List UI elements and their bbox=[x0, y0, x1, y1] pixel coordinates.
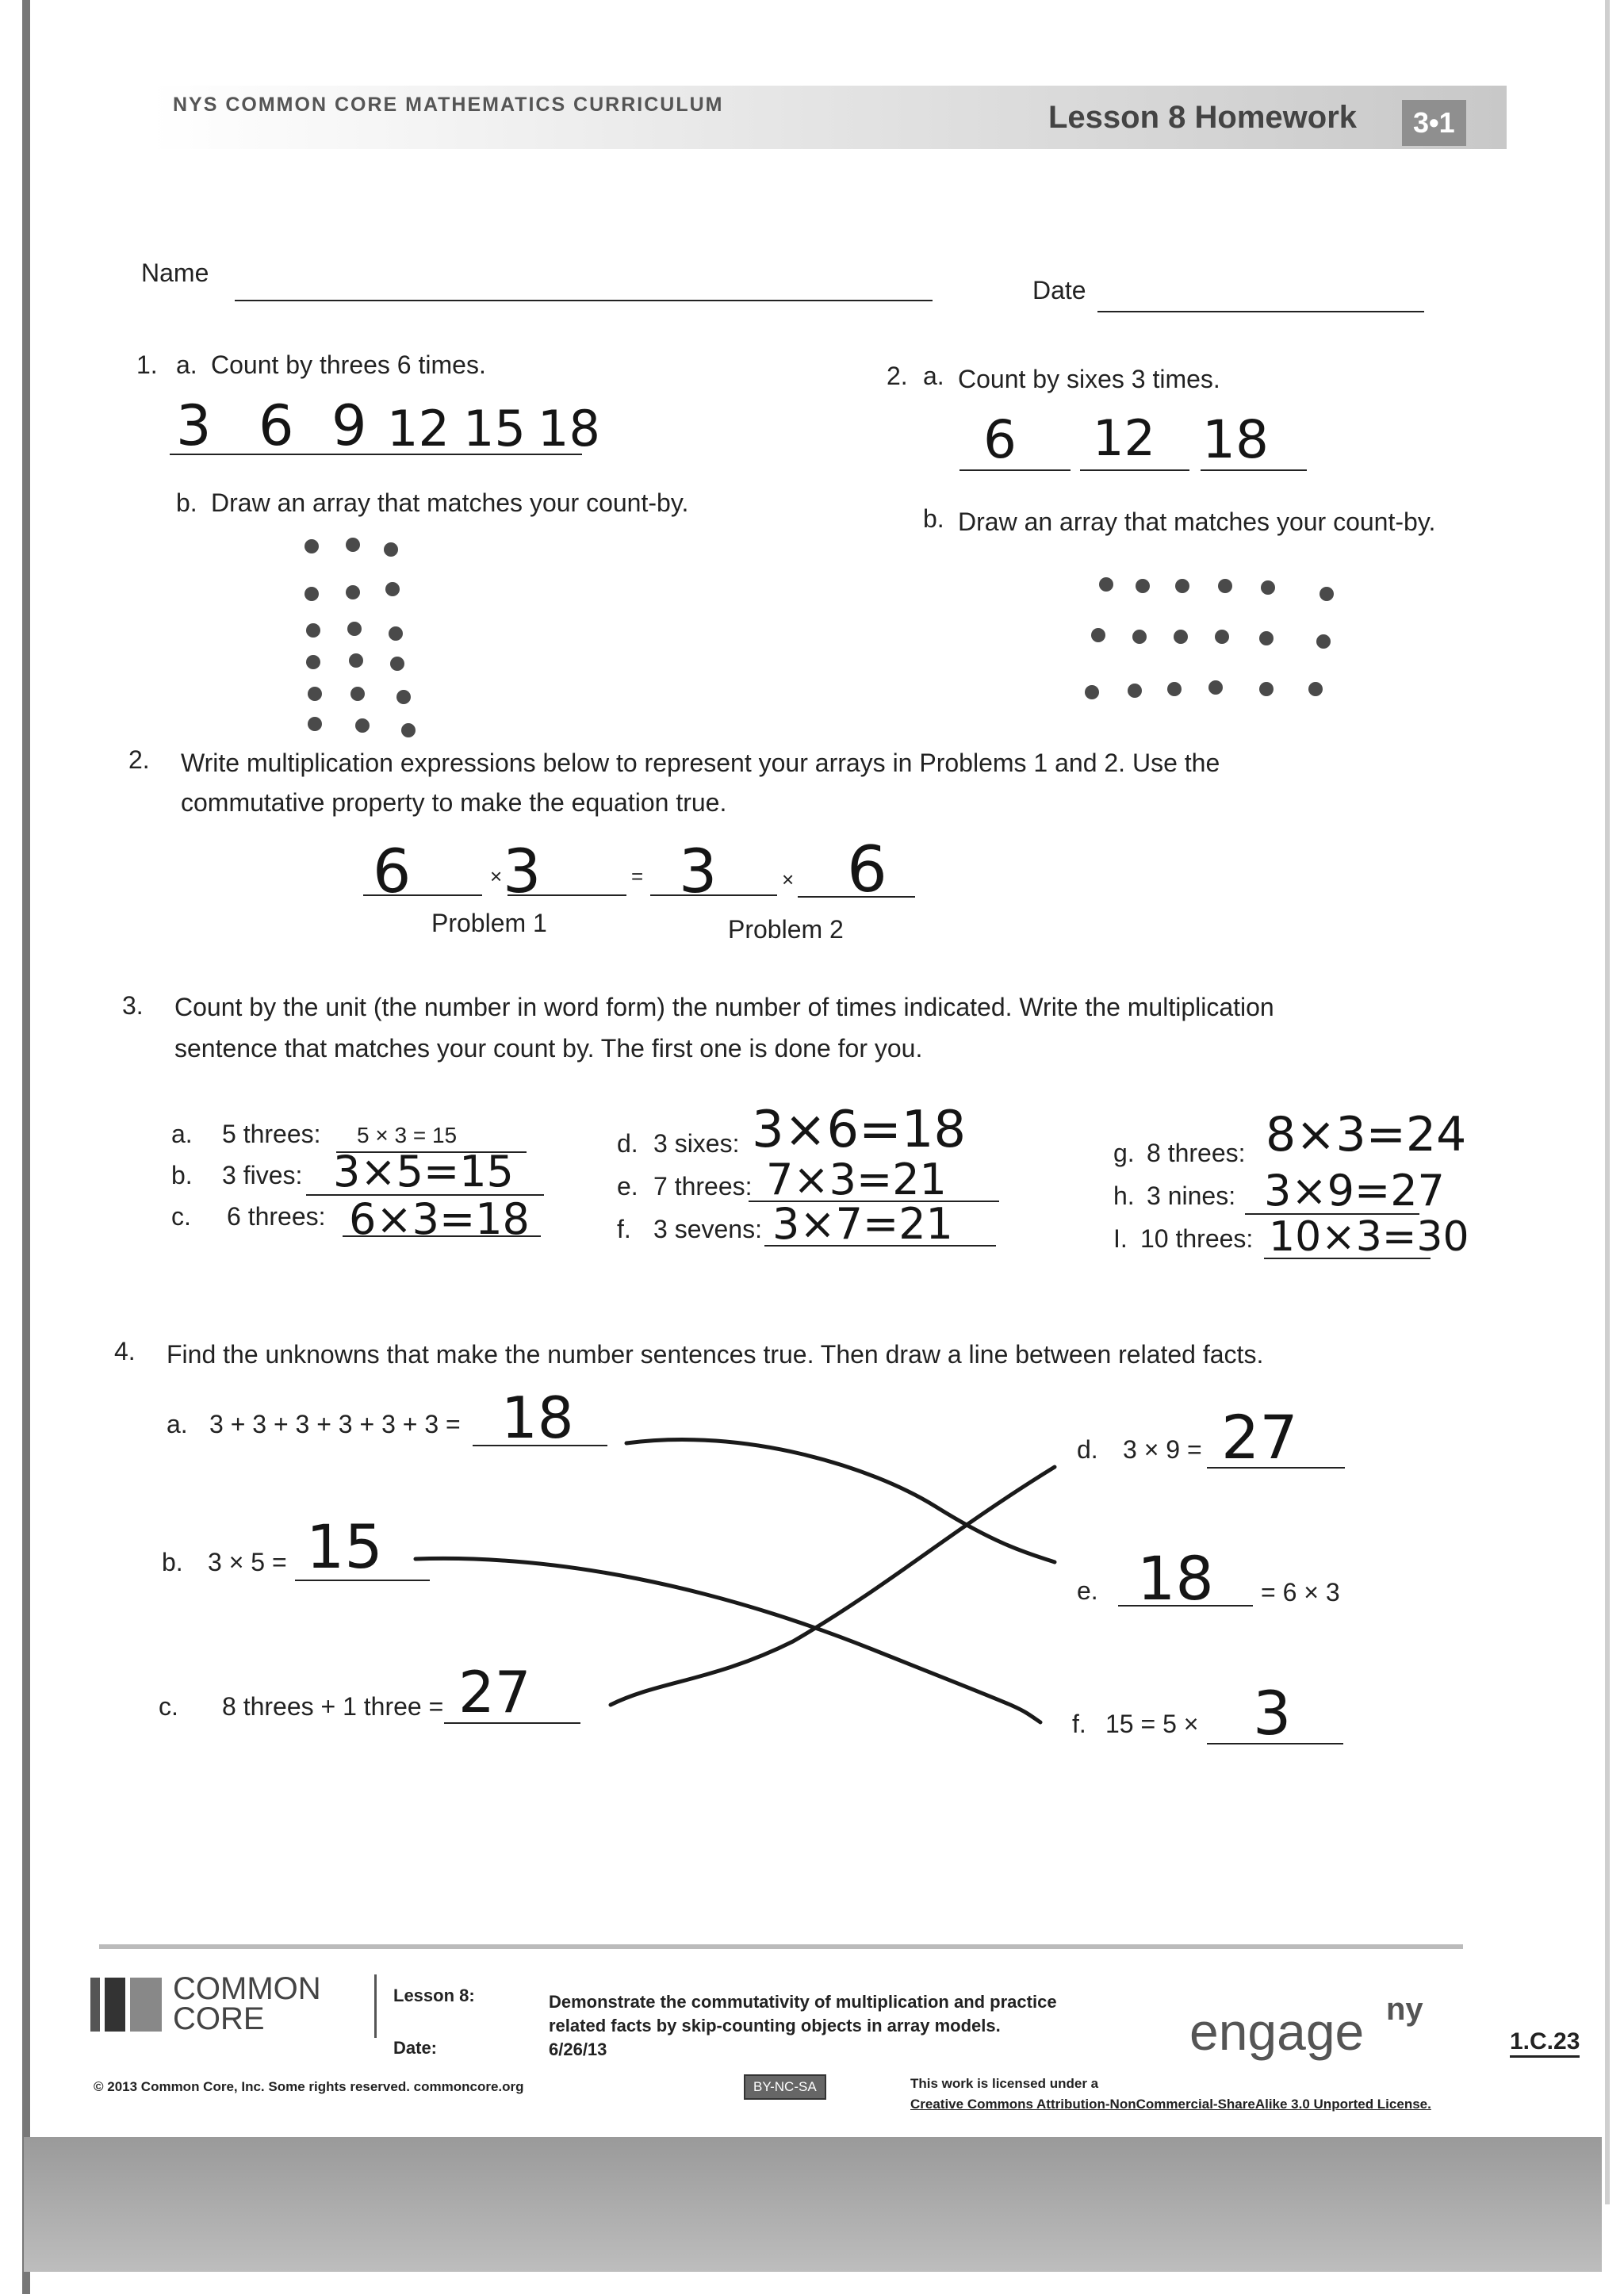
problem-1-number: 1. bbox=[136, 350, 158, 379]
curriculum-title: NYS COMMON CORE MATHEMATICS CURRICULUM bbox=[173, 94, 724, 116]
item-h-label: h. bbox=[1113, 1181, 1135, 1210]
problem-5-number: 4. bbox=[114, 1337, 136, 1365]
item-5e-text: = 6 × 3 bbox=[1261, 1578, 1340, 1607]
item-5d-answer: 27 bbox=[1221, 1402, 1298, 1473]
item-i-answer: 10×3=30 bbox=[1269, 1213, 1469, 1261]
problem-1-caption: Problem 1 bbox=[431, 909, 547, 937]
answer-1a-3: 12 bbox=[387, 400, 450, 458]
answer-1a-5: 18 bbox=[538, 400, 600, 458]
problem-2-caption: Problem 2 bbox=[728, 915, 844, 944]
footer-rule bbox=[99, 1944, 1463, 1949]
item-e-answer: 7×3=21 bbox=[766, 1155, 947, 1204]
item-d-text: 3 sixes: bbox=[653, 1129, 740, 1158]
times-sign-1: × bbox=[490, 864, 503, 888]
problem-2a-text: Count by sixes 3 times. bbox=[958, 365, 1220, 393]
expr-2-factor-1: 3 bbox=[679, 836, 718, 906]
item-5c-answer: 27 bbox=[458, 1659, 531, 1725]
expr-1-factor-2: 3 bbox=[503, 836, 542, 906]
item-5d-text: 3 × 9 = bbox=[1123, 1435, 1202, 1464]
item-e-text: 7 threes: bbox=[653, 1172, 753, 1201]
times-sign-2: × bbox=[782, 867, 795, 891]
footer-copyright: © 2013 Common Core, Inc. Some rights reserved. commoncore.org bbox=[94, 2079, 524, 2094]
answer-1a-1: 6 bbox=[259, 393, 294, 458]
problem-3-line1: Write multiplication expressions below to represent your arrays in Problems 1 and 2. Use the bbox=[181, 749, 1220, 777]
logo-core: CORE bbox=[173, 2001, 265, 2036]
item-b-label: b. bbox=[171, 1161, 193, 1189]
problem-3-line2: commutative property to make the equation true. bbox=[181, 788, 727, 817]
item-d-answer: 3×6=18 bbox=[752, 1101, 967, 1159]
footer-desc-line1: Demonstrate the commutativity of multiplication and practice bbox=[549, 1992, 1057, 2012]
answer-1a-4: 15 bbox=[463, 400, 526, 458]
module-badge: 3•1 bbox=[1402, 100, 1466, 146]
line-b-to-f bbox=[416, 1558, 1040, 1722]
answer-2a-0: 6 bbox=[983, 409, 1017, 470]
footer-lesson-label: Lesson 8: bbox=[393, 1986, 475, 2005]
item-5b-text: 3 × 5 = bbox=[208, 1548, 287, 1576]
problem-1b-text: Draw an array that matches your count-by. bbox=[211, 488, 689, 517]
expr-1-factor-1: 6 bbox=[373, 836, 412, 906]
engageny-logo-ny: ny bbox=[1386, 1992, 1423, 2027]
item-f-label: f. bbox=[617, 1215, 631, 1243]
problem-2b-label: b. bbox=[923, 504, 944, 533]
item-g-answer: 8×3=24 bbox=[1266, 1107, 1467, 1162]
item-5f-label: f. bbox=[1072, 1710, 1086, 1738]
answer-1a-2: 9 bbox=[331, 393, 367, 458]
name-label: Name bbox=[141, 259, 209, 287]
item-h-text: 3 nines: bbox=[1147, 1181, 1236, 1210]
footer-date: 6/26/13 bbox=[549, 2039, 607, 2059]
common-core-logo-bar bbox=[90, 1978, 100, 2032]
problem-4-line1: Count by the unit (the number in word form) the number of times indicated. Write the multiplication bbox=[174, 993, 1274, 1021]
problem-2a-label: a. bbox=[923, 362, 944, 390]
item-c-answer: 6×3=18 bbox=[349, 1194, 530, 1244]
item-c-label: c. bbox=[171, 1202, 191, 1231]
date-label: Date bbox=[1032, 276, 1086, 304]
problem-1a-text: Count by threes 6 times. bbox=[211, 350, 486, 379]
problem-4-line2: sentence that matches your count by. The first one is done for you. bbox=[174, 1034, 923, 1063]
item-5d-label: d. bbox=[1077, 1435, 1098, 1464]
item-c-text: 6 threes: bbox=[227, 1202, 326, 1231]
item-g-text: 8 threes: bbox=[1147, 1139, 1246, 1167]
lesson-title: Lesson 8 Homework bbox=[1048, 100, 1358, 135]
item-i-label: I. bbox=[1113, 1224, 1128, 1253]
item-5f-text: 15 = 5 × bbox=[1105, 1710, 1199, 1738]
answer-1a-0: 3 bbox=[176, 393, 212, 458]
cc-license-badge: BY-NC-SA bbox=[744, 2074, 826, 2100]
item-5a-answer: 18 bbox=[501, 1384, 574, 1451]
item-d-label: d. bbox=[617, 1129, 638, 1158]
problem-1a-label: a. bbox=[176, 350, 197, 379]
problem-3-number: 2. bbox=[128, 745, 150, 774]
item-g-label: g. bbox=[1113, 1139, 1135, 1167]
item-b-text: 3 fives: bbox=[222, 1161, 303, 1189]
answer-2a-2: 18 bbox=[1202, 409, 1269, 470]
problem-2-number: 2. bbox=[887, 362, 908, 390]
problem-1b-label: b. bbox=[176, 488, 197, 517]
footer-desc-line2: related facts by skip-counting objects in array models. bbox=[549, 2016, 1001, 2035]
logo-common: COMMON bbox=[173, 1971, 321, 2006]
item-i-text: 10 threes: bbox=[1140, 1224, 1254, 1253]
item-5a-label: a. bbox=[167, 1410, 188, 1438]
item-b-answer: 3×5=15 bbox=[333, 1147, 514, 1197]
item-f-text: 3 sevens: bbox=[653, 1215, 762, 1243]
item-5b-answer: 15 bbox=[306, 1511, 383, 1582]
item-e-label: e. bbox=[617, 1172, 638, 1201]
item-f-answer: 3×7=21 bbox=[772, 1199, 953, 1249]
answer-2a-1: 12 bbox=[1093, 409, 1155, 467]
problem-4-number: 3. bbox=[122, 991, 144, 1020]
problem-2b-text: Draw an array that matches your count-by. bbox=[958, 507, 1436, 536]
item-5b-label: b. bbox=[162, 1548, 183, 1576]
item-a-label: a. bbox=[171, 1120, 193, 1148]
common-core-logo-bar bbox=[105, 1978, 125, 2032]
problem-5-instruction: Find the unknowns that make the number sentences true. Then draw a line between related facts. bbox=[167, 1340, 1264, 1369]
footer-divider bbox=[374, 1974, 377, 2038]
engageny-logo: engage bbox=[1189, 2002, 1365, 2061]
common-core-logo-bar bbox=[130, 1978, 162, 2032]
footer-license-line2: Creative Commons Attribution-NonCommercial-ShareAlike 3.0 Unported License. bbox=[910, 2097, 1431, 2112]
footer-license-line1: This work is licensed under a bbox=[910, 2076, 1099, 2091]
item-a-answer: 5 × 3 = 15 bbox=[357, 1123, 458, 1147]
item-5f-answer: 3 bbox=[1253, 1678, 1292, 1748]
item-a-text: 5 threes: bbox=[222, 1120, 321, 1148]
page-code: 1.C.23 bbox=[1510, 2028, 1580, 2058]
item-5e-label: e. bbox=[1077, 1576, 1098, 1605]
equals-sign: = bbox=[631, 864, 644, 888]
expr-2-factor-2: 6 bbox=[847, 833, 887, 906]
footer-date-label: Date: bbox=[393, 2038, 438, 2058]
item-5e-answer: 18 bbox=[1137, 1543, 1214, 1614]
item-5c-label: c. bbox=[159, 1692, 178, 1721]
item-5c-text: 8 threes + 1 three = bbox=[222, 1692, 444, 1721]
item-5a-text: 3 + 3 + 3 + 3 + 3 + 3 = bbox=[209, 1410, 461, 1438]
item-h-answer: 3×9=27 bbox=[1264, 1166, 1445, 1216]
line-a-to-e bbox=[626, 1439, 1055, 1562]
